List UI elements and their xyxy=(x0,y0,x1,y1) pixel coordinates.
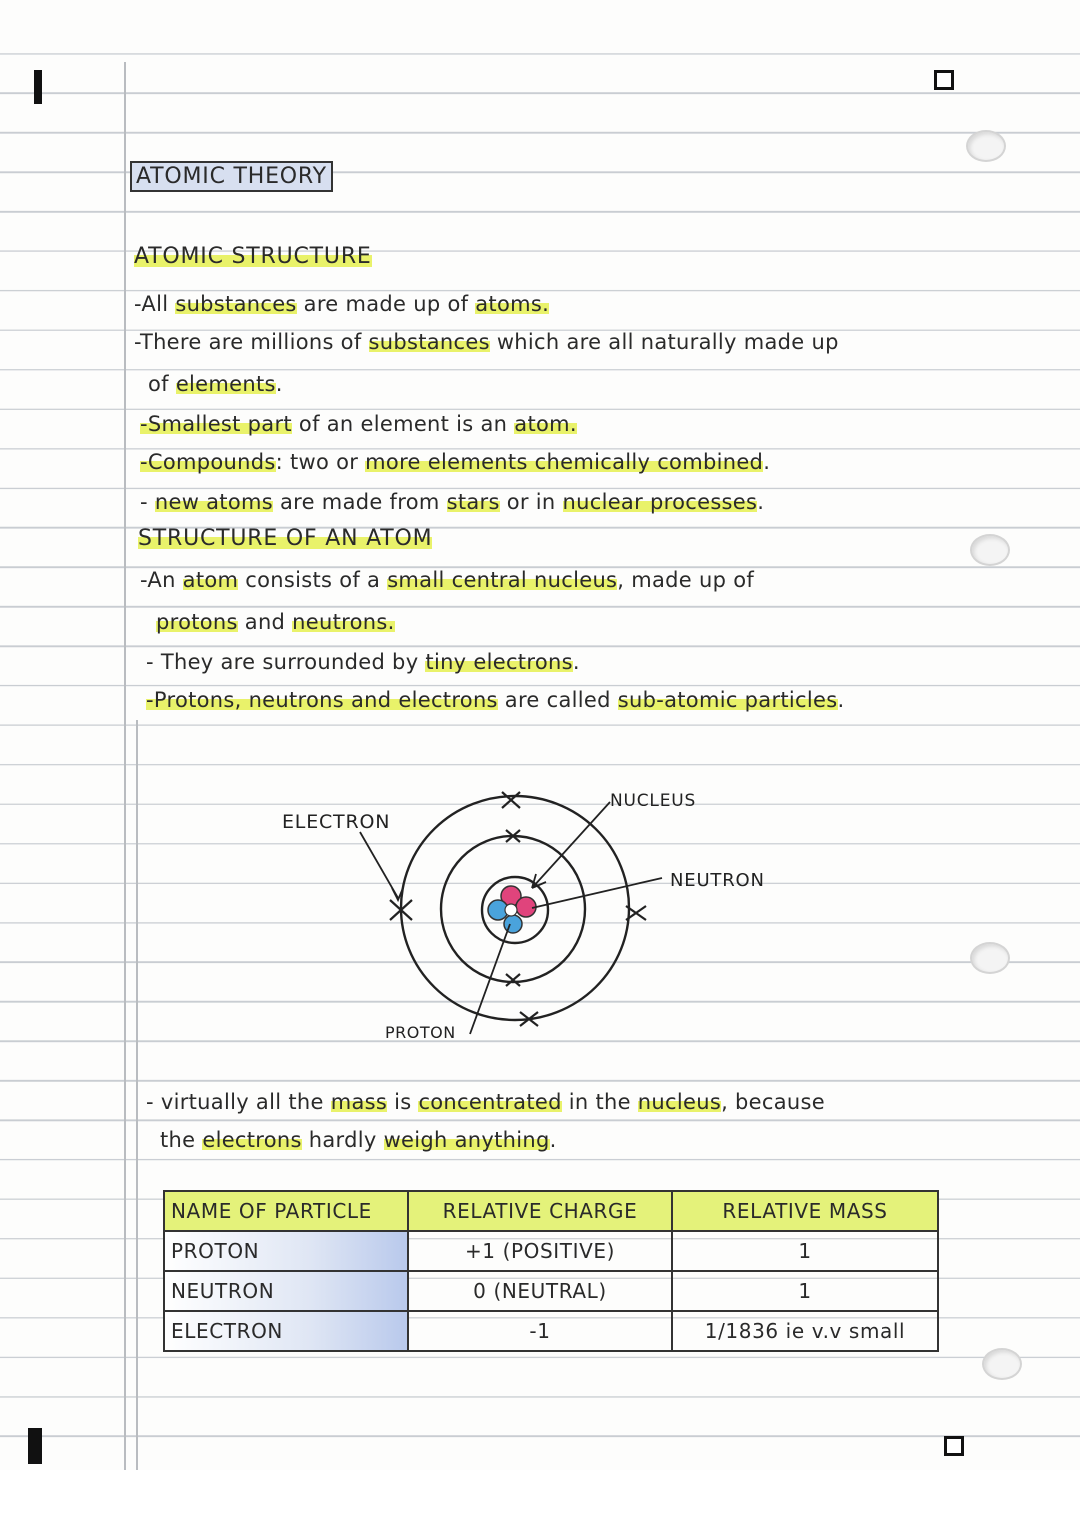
note-line xyxy=(140,450,770,474)
note-text: - They are surrounded by xyxy=(146,650,426,674)
atom-diagram xyxy=(270,770,830,1060)
note-line xyxy=(140,568,754,592)
electron-cross-icon xyxy=(502,792,520,808)
corner-bracket-icon xyxy=(934,70,954,90)
note-text: or in xyxy=(499,490,563,514)
note-text: - virtually all the xyxy=(146,1090,331,1114)
note-text: - xyxy=(140,490,155,514)
column-header-name: NAME OF PARTICLE xyxy=(164,1191,408,1231)
note-text: -Compounds xyxy=(140,450,276,474)
binder-hole xyxy=(970,534,1010,566)
nucleus-label: NUCLEUS xyxy=(610,791,697,811)
note-text: small central nucleus xyxy=(387,568,618,592)
note-text: tiny electrons xyxy=(425,650,573,674)
note-line xyxy=(134,330,839,354)
note-line xyxy=(148,372,283,396)
note-line xyxy=(146,650,580,674)
page-bottom-edge xyxy=(0,1470,1080,1532)
note-text: are made up of xyxy=(296,292,476,316)
note-text: -There are millions of xyxy=(134,330,369,354)
binder-hole xyxy=(966,130,1006,162)
note-text: and xyxy=(237,610,293,634)
note-text: new atoms xyxy=(154,490,273,514)
note-text: -An xyxy=(140,568,183,592)
margin-line xyxy=(124,62,126,1472)
nucleus-pointer-line xyxy=(532,802,610,888)
note-text: . xyxy=(572,650,580,674)
note-text: neutrons. xyxy=(292,610,395,634)
note-text: hardly xyxy=(301,1128,384,1152)
electron-cross-icon xyxy=(506,974,520,986)
note-text: nucleus xyxy=(637,1090,722,1114)
page-title xyxy=(130,164,333,189)
table-cell: +1 (POSITIVE) xyxy=(408,1231,672,1271)
note-text: of xyxy=(148,372,176,396)
neutron-label: NEUTRON xyxy=(670,870,765,891)
note-line xyxy=(156,610,395,634)
table-row xyxy=(164,1311,938,1351)
note-text: nuclear processes xyxy=(562,490,758,514)
note-line xyxy=(140,490,764,514)
note-text: . xyxy=(757,490,765,514)
note-line xyxy=(160,1128,557,1152)
note-text: of an element is an xyxy=(291,412,515,436)
note-text: substances xyxy=(368,330,490,354)
note-text: substances xyxy=(175,292,297,316)
table-header-row xyxy=(164,1191,938,1231)
note-text: are made from xyxy=(273,490,447,514)
note-text: , made up of xyxy=(617,568,755,592)
particle-table-grid xyxy=(163,1190,939,1352)
note-text: consists of a xyxy=(238,568,388,592)
electron-label: ELECTRON xyxy=(282,811,391,833)
column-header-mass: RELATIVE MASS xyxy=(672,1191,938,1231)
neutron-particle xyxy=(504,915,522,933)
table-row xyxy=(164,1231,938,1271)
table-row xyxy=(164,1271,938,1311)
table-cell: 1 xyxy=(672,1271,938,1311)
note-text: , because xyxy=(721,1090,825,1114)
note-line xyxy=(146,688,844,712)
table-cell: 1 xyxy=(672,1231,938,1271)
note-text: weigh anything xyxy=(383,1128,550,1152)
note-line xyxy=(134,292,549,316)
note-text: concentrated xyxy=(418,1090,562,1114)
note-text: electrons xyxy=(202,1128,302,1152)
proton-label: PROTON xyxy=(385,1023,456,1042)
section-heading-structure-of-atom xyxy=(138,526,432,551)
note-text: sub-atomic particles xyxy=(617,688,838,712)
note-text: -All xyxy=(134,292,176,316)
note-text: protons xyxy=(156,610,238,634)
margin-line-inner xyxy=(136,720,138,1470)
note-text: atom. xyxy=(514,412,577,436)
note-text: is xyxy=(387,1090,419,1114)
note-text: ATOMIC THEORY xyxy=(130,161,333,192)
edge-mark-bottom xyxy=(28,1428,42,1464)
note-text: elements xyxy=(175,372,276,396)
note-text: -Protons, neutrons and electrons xyxy=(146,688,498,712)
note-text: -Smallest part xyxy=(140,412,292,436)
atom-diagram-svg xyxy=(270,770,830,1060)
note-text: stars xyxy=(446,490,500,514)
table-cell: NEUTRON xyxy=(164,1271,408,1311)
note-text: STRUCTURE OF AN ATOM xyxy=(138,526,433,551)
note-text: atoms. xyxy=(475,292,550,316)
note-text: which are all naturally made up xyxy=(489,330,839,354)
column-header-charge: RELATIVE CHARGE xyxy=(408,1191,672,1231)
edge-mark-top xyxy=(34,70,42,104)
note-text: . xyxy=(763,450,771,474)
table-cell: 1/1836 ie v.v small xyxy=(672,1311,938,1351)
corner-bracket-icon xyxy=(944,1436,964,1456)
note-text: the xyxy=(160,1128,203,1152)
neutron-pointer-line xyxy=(532,878,662,908)
section-heading-atomic-structure xyxy=(134,244,372,269)
note-text: . xyxy=(275,372,283,396)
nucleus-centre xyxy=(505,904,517,916)
note-line xyxy=(146,1090,825,1114)
note-text: : two or xyxy=(275,450,366,474)
note-text: atom xyxy=(182,568,239,592)
note-text: . xyxy=(549,1128,557,1152)
note-line xyxy=(140,412,577,436)
table-cell: -1 xyxy=(408,1311,672,1351)
particle-table xyxy=(163,1190,939,1352)
note-text: in the xyxy=(561,1090,638,1114)
table-cell: PROTON xyxy=(164,1231,408,1271)
note-text: ATOMIC STRUCTURE xyxy=(134,244,372,269)
note-text: are called xyxy=(497,688,618,712)
table-cell: 0 (NEUTRAL) xyxy=(408,1271,672,1311)
table-cell: ELECTRON xyxy=(164,1311,408,1351)
binder-hole xyxy=(982,1348,1022,1380)
note-text: more elements chemically combined xyxy=(365,450,764,474)
note-text: mass xyxy=(330,1090,388,1114)
binder-hole xyxy=(970,942,1010,974)
note-text: . xyxy=(837,688,845,712)
